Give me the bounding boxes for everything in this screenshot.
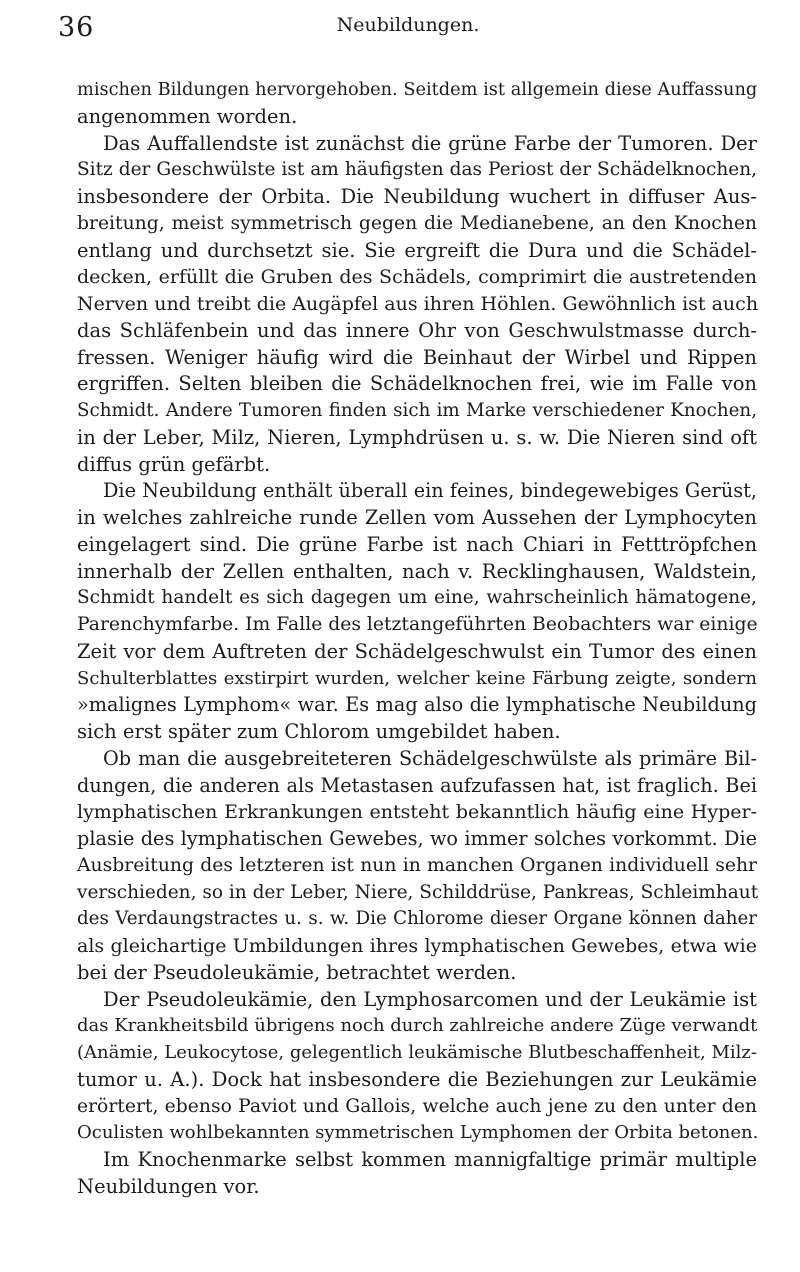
- text-line: breitung, meist symmetrisch gegen die Medianebene, an den Knochen: [77, 212, 757, 234]
- text-line: das Schläfenbein und das innere Ohr von Geschwulstmasse durch-: [77, 318, 757, 342]
- text-line: Ausbreitung des letzteren ist nun in manchen Organen individuell sehr: [77, 854, 757, 876]
- text-line: Nerven und treibt die Augäpfel aus ihren Höhlen. Gewöhnlich ist auch: [77, 293, 759, 315]
- text-line: Oculisten wohlbekannten symmetrischen Lymphomen der Orbita betonen.: [77, 1122, 759, 1144]
- text-line: fressen. Weniger häufig wird die Beinhaut der Wirbel und Rippen: [77, 345, 757, 369]
- text-line: das Krankheitsbild übrigens noch durch zahlreiche andere Züge verwandt: [77, 1015, 758, 1037]
- text-line: Sitz der Geschwülste ist am häufigsten das Periost der Schädelknochen,: [77, 159, 757, 181]
- text-line: decken, erfüllt die Gruben des Schädels, comprimirt die austretenden: [77, 266, 757, 289]
- text-line: eingelagert sind. Die grüne Farbe ist nach Chiari in Fetttröpfchen: [77, 532, 757, 556]
- text-line: entlang und durchsetzt sie. Sie ergreift die Dura und die Schädel-: [77, 238, 757, 262]
- text-line: Schmidt. Andere Tumoren finden sich im Marke verschiedener Knochen,: [77, 400, 757, 421]
- text-line: Im Knochenmarke selbst kommen mannigfaltige primär multiple: [103, 1148, 757, 1171]
- body-text: [77, 77, 757, 1201]
- text-line: Schulterblattes exstirpirt wurden, welcher keine Färbung zeigte, sondern: [77, 667, 757, 689]
- text-line: in der Leber, Milz, Nieren, Lymphdrüsen u. s. w. Die Nieren sind oft: [77, 425, 757, 449]
- text-line: in welches zahlreiche runde Zellen vom Aussehen der Lymphocyten: [77, 506, 757, 529]
- text-line: als gleichartige Umbildungen ihres lymphatischen Gewebes, etwa wie: [77, 935, 757, 957]
- text-line: sich erst später zum Chlorom umgebildet haben.: [77, 720, 561, 743]
- page-number: 36: [58, 12, 95, 43]
- text-line: Die Neubildung enthält überall ein feines, bindegewebiges Gerüst,: [103, 479, 757, 503]
- text-line: Ob man die ausgebreiteteren Schädelgeschwülste als primäre Bil-: [103, 746, 757, 770]
- text-line: diffus grün gefärbt.: [77, 452, 271, 476]
- text-line: Schmidt handelt es sich dagegen um eine, wahrscheinlich hämatogene,: [77, 587, 757, 609]
- text-line: mischen Bildungen hervorgehoben. Seitdem ist allgemein diese Auffassung: [77, 80, 758, 100]
- text-line: ergriffen. Selten bleiben die Schädelknochen frei, wie im Falle von: [77, 372, 757, 396]
- text-line: tumor u. A.). Dock hat insbesondere die Beziehungen zur Leukämie: [77, 1067, 757, 1091]
- text-line: verschieden, so in der Leber, Niere, Schilddrüse, Pankreas, Schleimhaut: [77, 881, 759, 903]
- text-line: plasie des lymphatischen Gewebes, wo immer solches vorkommt. Die: [77, 827, 757, 850]
- text-line: angenommen worden.: [77, 104, 298, 128]
- text-line: dungen, die anderen als Metastasen aufzufassen hat, ist fraglich. Bei: [77, 773, 757, 797]
- text-line: (Anämie, Leukocytose, gelegentlich leukämische Blutbeschaffenheit, Milz-: [77, 1042, 757, 1063]
- running-head: [58, 10, 758, 50]
- text-line: insbesondere der Orbita. Die Neubildung wuchert in diffuser Aus-: [77, 185, 757, 208]
- text-line: bei der Pseudoleukämie, betrachtet werden.: [77, 960, 517, 984]
- text-line: Der Pseudoleukämie, den Lymphosarcomen und der Leukämie ist: [103, 987, 757, 1011]
- text-line: »malignes Lymphom« war. Es mag also die lymphatische Neubildung: [77, 693, 757, 717]
- text-line: des Verdaungstractes u. s. w. Die Chlorome dieser Organe können daher: [77, 908, 757, 930]
- text-line: erörtert, ebenso Paviot und Gallois, welche auch jene zu den unter den: [77, 1095, 757, 1117]
- text-line: Zeit vor dem Auftreten der Schädelgeschwulst ein Tumor des einen: [77, 639, 757, 663]
- text-line: Neubildungen vor.: [77, 1174, 260, 1198]
- text-line: innerhalb der Zellen enthalten, nach v. Recklinghausen, Waldstein,: [77, 559, 757, 583]
- text-line: Parenchymfarbe. Im Falle des letztangeführten Beobachters war einige: [77, 614, 758, 635]
- running-title: Neubildungen.: [336, 14, 480, 36]
- text-line: Das Auffallendste ist zunächst die grüne Farbe der Tumoren. Der: [103, 131, 757, 155]
- text-line: lymphatischen Erkrankungen entsteht bekanntlich häufig eine Hyper-: [77, 801, 757, 824]
